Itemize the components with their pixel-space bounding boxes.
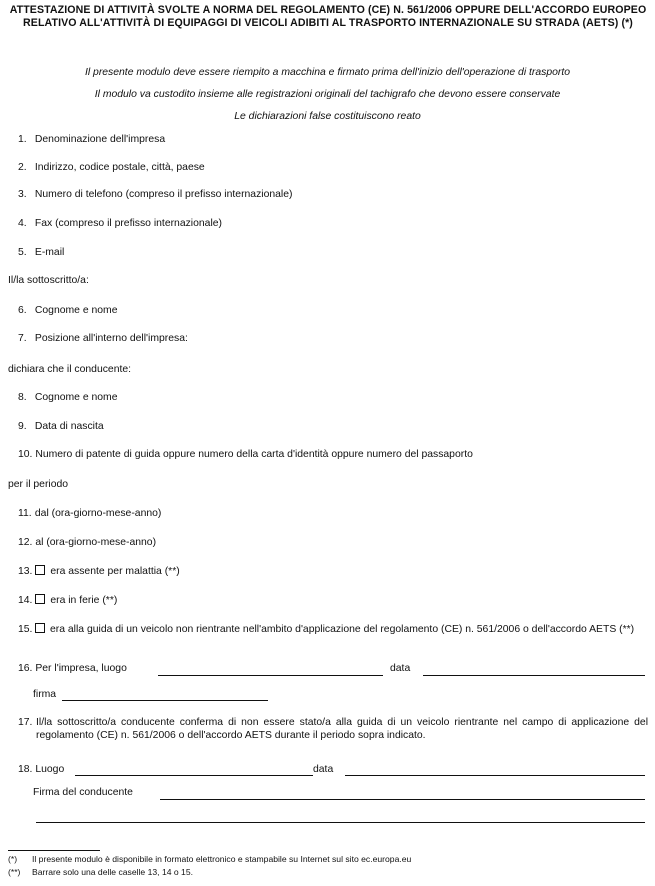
period-heading: per il periodo xyxy=(8,479,69,490)
field-company-address[interactable] xyxy=(18,161,205,174)
field-label: Per l'impresa, luogo xyxy=(35,663,127,674)
field-undersigned-name[interactable] xyxy=(18,304,118,317)
item-number: 15. xyxy=(18,624,33,635)
sick-leave-checkbox[interactable] xyxy=(35,565,45,575)
field-company-fax[interactable] xyxy=(18,217,222,230)
field-company-email[interactable] xyxy=(18,246,64,259)
item-number: 13. xyxy=(18,566,33,577)
option-holiday xyxy=(18,594,117,607)
field-company-phone[interactable] xyxy=(18,188,292,201)
company-date-input[interactable] xyxy=(423,675,645,676)
item-number: 12. xyxy=(18,537,33,548)
field-label: dal (ora-giorno-mese-anno) xyxy=(34,508,162,519)
field-label: Cognome e nome xyxy=(34,305,118,316)
item-number: 8. xyxy=(18,392,27,403)
company-signature-input[interactable] xyxy=(62,700,268,701)
field-period-from[interactable] xyxy=(18,507,161,520)
field-label: Luogo xyxy=(35,764,65,775)
footnote-mark: (*) xyxy=(8,854,18,864)
driver-signature-label: Firma del conducente xyxy=(33,787,133,798)
non-covered-vehicle-checkbox[interactable] xyxy=(35,623,45,633)
company-date-label: data xyxy=(390,663,411,674)
footnote-mark: (**) xyxy=(8,867,21,877)
driver-date-input[interactable] xyxy=(345,775,645,776)
item-number: 4. xyxy=(18,218,27,229)
option-non-covered-vehicle xyxy=(18,623,50,636)
option-label: era assente per malattia (**) xyxy=(50,566,180,577)
item-number: 9. xyxy=(18,421,27,432)
field-label: Cognome e nome xyxy=(34,392,118,403)
option-non-covered-vehicle-label: era alla guida di un veicolo non rientrante nell'ambito d'applicazione del regolamento (CE) n. 561/2006 o dell'accordo AETS (**) xyxy=(50,624,635,635)
company-signature-label: firma xyxy=(33,689,57,700)
item-number: 14. xyxy=(18,595,33,606)
declares-heading: dichiara che il conducente: xyxy=(8,364,132,375)
item-number: 17. xyxy=(18,717,33,728)
field-label: al (ora-giorno-mese-anno) xyxy=(35,537,157,548)
item-number: 2. xyxy=(18,162,27,173)
field-driver-document-number[interactable] xyxy=(18,448,473,461)
item-number: 7. xyxy=(18,333,27,344)
footnote-checkbox-rule xyxy=(8,867,193,878)
field-driver-birthdate[interactable] xyxy=(18,420,104,433)
footnote-text: Il presente modulo è disponibile in formato elettronico e stampabile su Internet sul sito ec.europa.eu xyxy=(32,854,412,864)
item-number: 5. xyxy=(18,247,27,258)
item-number: 16. xyxy=(18,663,33,674)
item-number: 3. xyxy=(18,189,27,200)
holiday-checkbox[interactable] xyxy=(35,594,45,604)
driver-confirmation-text: Il/la sottoscritto/a conducente conferma di non essere stato/a alla guida di un veicolo rientrante nel campo di applicazione del regolamento (CE) n. 561/2006 o dell'accordo AETS durante il periodo sopra indicato. xyxy=(36,717,648,741)
field-period-to[interactable] xyxy=(18,536,156,549)
field-label: Indirizzo, codice postale, città, paese xyxy=(34,162,205,173)
driver-confirmation-number xyxy=(18,716,32,729)
driver-signature-input[interactable] xyxy=(160,799,645,800)
company-place-label xyxy=(18,662,127,675)
instruction-keep-with-records: Il modulo va custodito insieme alle registrazioni originali del tachigrafo che devono essere conservate xyxy=(94,89,561,100)
field-undersigned-position[interactable] xyxy=(18,332,188,345)
driver-place-input[interactable] xyxy=(75,775,313,776)
item-number: 18. xyxy=(18,764,33,775)
item-number: 1. xyxy=(18,134,27,145)
footnote-text: Barrare solo una delle caselle 13, 14 o 15. xyxy=(32,867,193,877)
field-label: Denominazione dell'impresa xyxy=(34,134,166,145)
item-number: 10. xyxy=(18,449,33,460)
driver-date-label: data xyxy=(313,764,334,775)
driver-place-label xyxy=(18,763,64,776)
driver-signature-extra-line[interactable] xyxy=(36,822,645,823)
field-label: Fax (compreso il prefisso internazionale) xyxy=(34,218,222,229)
company-place-input[interactable] xyxy=(158,675,383,676)
instruction-typing: Il presente modulo deve essere riempito a macchina e firmato prima dell'inizio dell'operazione di trasporto xyxy=(84,67,571,78)
form-title: ATTESTAZIONE DI ATTIVITÀ SVOLTE A NORMA DEL REGOLAMENTO (CE) N. 561/2006 OPPURE DELL'ACCORDO EUROPEO RELATIVO ALL'ATTIVITÀ DI EQUIPAGGI DI VEICOLI ADIBITI AL TRASPORTO INTERNAZIONALE SU STRADA (AETS) (*) xyxy=(9,4,647,29)
field-label: Data di nascita xyxy=(34,421,104,432)
item-number: 6. xyxy=(18,305,27,316)
field-company-name[interactable] xyxy=(18,133,165,146)
undersigned-heading: Il/la sottoscritto/a: xyxy=(8,275,89,286)
option-sick-leave xyxy=(18,565,180,578)
field-label: Numero di patente di guida oppure numero della carta d'identità oppure numero del passaporto xyxy=(35,449,473,460)
option-label: era in ferie (**) xyxy=(50,595,118,606)
field-label: Posizione all'interno dell'impresa: xyxy=(34,333,188,344)
field-driver-name[interactable] xyxy=(18,391,118,404)
item-number: 11. xyxy=(18,508,32,519)
instruction-false-statements: Le dichiarazioni false costituiscono reato xyxy=(234,111,421,122)
field-label: E-mail xyxy=(34,247,65,258)
footnote-electronic-form xyxy=(8,854,411,865)
footnote-divider xyxy=(8,850,100,851)
field-label: Numero di telefono (compreso il prefisso internazionale) xyxy=(34,189,293,200)
